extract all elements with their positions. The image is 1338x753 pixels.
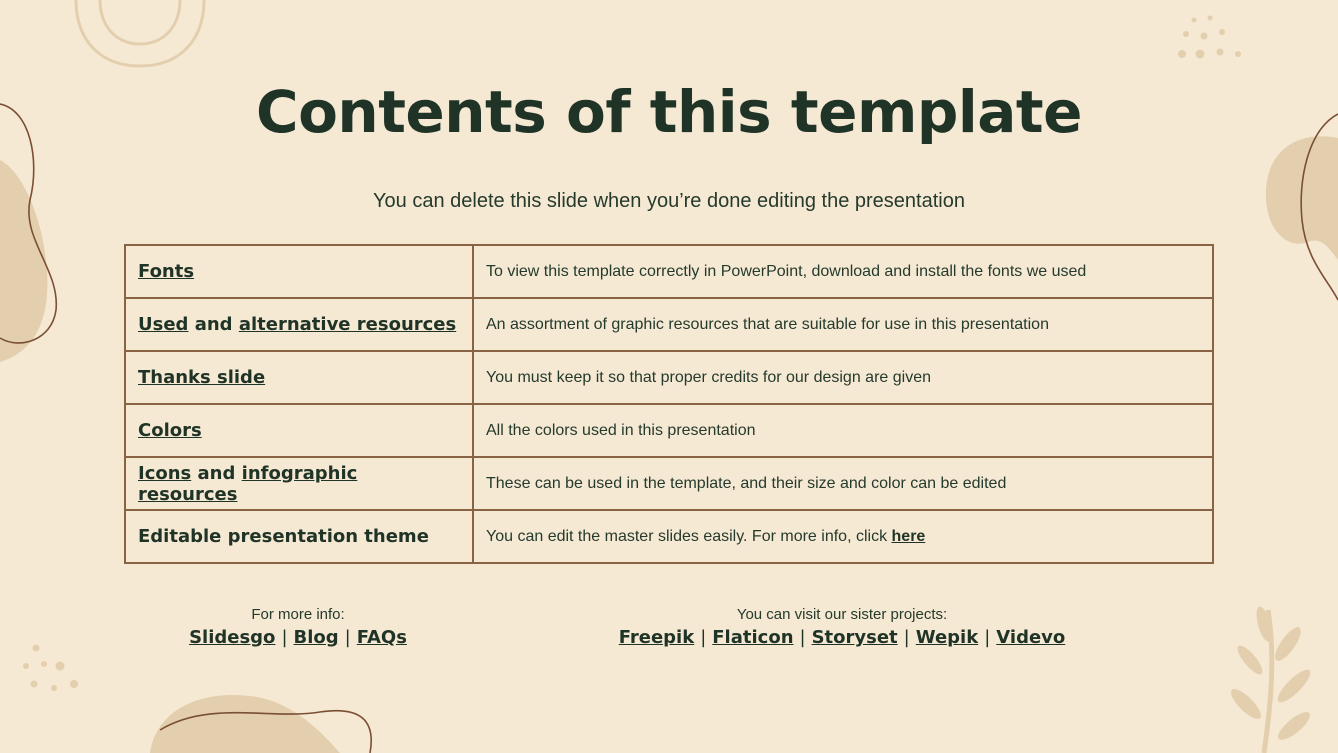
leaf-branch-icon [1224, 600, 1324, 753]
decorative-dots-top-right [1172, 12, 1252, 64]
row-label [125, 351, 473, 404]
table-row [125, 404, 1213, 457]
flaticon-link[interactable]: Flaticon [712, 627, 794, 648]
conjunction-text: and [188, 314, 239, 335]
separator: | [700, 627, 707, 648]
icons-link[interactable]: Icons [138, 462, 192, 484]
separator: | [903, 627, 910, 648]
row-label [125, 245, 473, 298]
row-label [125, 298, 473, 351]
footer-more-info [148, 606, 448, 648]
here-link[interactable]: here [891, 527, 926, 545]
row-description: You must keep it so that proper credits for our design are given [473, 351, 1213, 404]
slidesgo-link[interactable]: Slidesgo [189, 627, 276, 648]
conjunction-text: and [191, 462, 242, 484]
row-description: All the colors used in this presentation [473, 404, 1213, 457]
table-row [125, 351, 1213, 404]
faqs-link[interactable]: FAQs [356, 627, 407, 648]
row-description [473, 510, 1213, 563]
separator: | [799, 627, 806, 648]
wepik-link[interactable]: Wepik [915, 627, 979, 648]
infographic-resources-link[interactable]: infographic resources [138, 462, 358, 505]
row-description: These can be used in the template, and their size and color can be edited [473, 457, 1213, 510]
sister-projects-links [592, 627, 1092, 648]
subtitle: You can delete this slide when you’re done editing the presentation [373, 190, 965, 212]
row-description: An assortment of graphic resources that are suitable for use in this presentation [473, 298, 1213, 351]
decorative-blob-bottom [150, 690, 380, 753]
table-row [125, 457, 1213, 510]
freepik-link[interactable]: Freepik [618, 627, 695, 648]
videvo-link[interactable]: Videvo [996, 627, 1066, 648]
contents-table [124, 244, 1214, 564]
table-row [125, 245, 1213, 298]
blog-link[interactable]: Blog [293, 627, 339, 648]
alternative-resources-link[interactable]: alternative resources [238, 314, 457, 335]
row-description: To view this template correctly in PowerPoint, download and install the fonts we used [473, 245, 1213, 298]
more-info-links [148, 627, 448, 648]
page-title: Contents of this template [256, 78, 1082, 146]
decorative-dots-bottom-left [18, 640, 88, 702]
row-description-text: You can edit the master slides easily. For more info, click [486, 527, 888, 545]
storyset-link[interactable]: Storyset [811, 627, 898, 648]
separator: | [281, 627, 288, 648]
used-resources-link[interactable]: Used [138, 314, 189, 335]
row-label [125, 404, 473, 457]
separator: | [344, 627, 351, 648]
sister-projects-caption: You can visit our sister projects: [736, 606, 948, 623]
table-row [125, 298, 1213, 351]
thanks-slide-link[interactable]: Thanks slide [138, 367, 266, 388]
footer-sister-projects [592, 606, 1092, 648]
fonts-link[interactable]: Fonts [138, 261, 195, 282]
more-info-caption: For more info: [251, 606, 345, 623]
row-label-editable-theme: Editable presentation theme [125, 510, 473, 563]
colors-link[interactable]: Colors [138, 420, 202, 441]
decorative-circles-top-left [70, 0, 210, 72]
row-label [125, 457, 473, 510]
table-row [125, 510, 1213, 563]
separator: | [984, 627, 991, 648]
